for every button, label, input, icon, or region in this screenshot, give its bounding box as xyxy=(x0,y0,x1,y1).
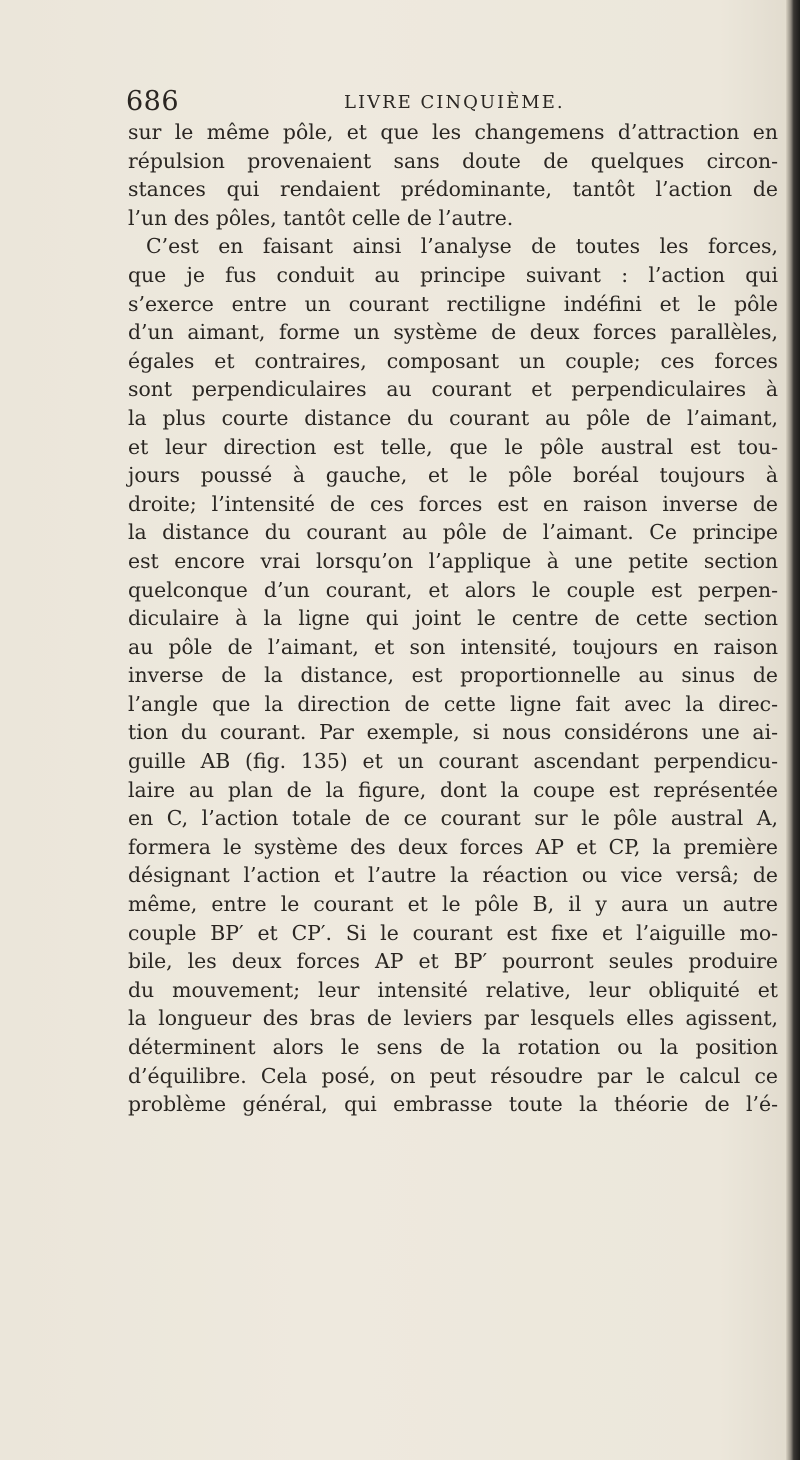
text-line: droite; l’intensité de ces forces est en raison inverse de xyxy=(128,491,778,516)
text-line: que je fus conduit au principe suivant : l’action qui xyxy=(128,262,778,287)
body-text xyxy=(128,118,778,1119)
text-line: en C, l’action totale de ce courant sur le pôle austral A, xyxy=(128,806,778,831)
text-line: du mouvement; leur intensité relative, leur obliquité et xyxy=(128,977,778,1002)
text-line: bile, les deux forces AP et BP′ pourront seules produire xyxy=(128,949,778,974)
text-line: formera le système des deux forces AP et CP, la première xyxy=(128,834,778,859)
text-line: l’angle que la direction de cette ligne fait avec la direc- xyxy=(128,691,778,716)
running-head: LIVRE CINQUIÈME. xyxy=(344,92,565,113)
text-line: s’exerce entre un courant rectiligne indéfini et le pôle xyxy=(128,291,778,316)
text-line: la distance du courant au pôle de l’aimant. Ce principe xyxy=(128,520,778,545)
page-number: 686 xyxy=(126,86,180,117)
text-line: tion du courant. Par exemple, si nous considérons une ai- xyxy=(128,720,778,745)
text-line: et leur direction est telle, que le pôle austral est tou- xyxy=(128,434,778,459)
text-line: sont perpendiculaires au courant et perpendiculaires à xyxy=(128,377,778,402)
text-line: la longueur des bras de leviers par lesquels elles agissent, xyxy=(128,1006,778,1031)
text-line: inverse de la distance, est proportionnelle au sinus de xyxy=(128,663,778,688)
text-line: sur le même pôle, et que les changemens d’attraction en xyxy=(128,120,778,144)
text-line: est encore vrai lorsqu’on l’applique à une petite section xyxy=(128,548,778,573)
page-binding-shadow xyxy=(786,0,800,1460)
text-line: couple BP′ et CP′. Si le courant est fixe et l’aiguille mo- xyxy=(128,920,778,945)
text-line: répulsion provenaient sans doute de quelques circon- xyxy=(128,148,778,173)
text-line: d’un aimant, forme un système de deux forces parallèles, xyxy=(128,320,778,345)
text-line: au pôle de l’aimant, et son intensité, toujours en raison xyxy=(128,634,778,659)
text-line: la plus courte distance du courant au pôle de l’aimant, xyxy=(128,405,778,430)
text-line: laire au plan de la figure, dont la coupe est représentée xyxy=(128,777,778,802)
text-line: d’équilibre. Cela posé, on peut résoudre par le calcul ce xyxy=(128,1063,778,1088)
text-line: C’est en faisant ainsi l’analyse de toutes les forces, xyxy=(146,234,778,259)
text-line: problème général, qui embrasse toute la théorie de l’é- xyxy=(128,1092,778,1117)
text-line: déterminent alors le sens de la rotation ou la position xyxy=(128,1035,778,1059)
text-line: diculaire à la ligne qui joint le centre de cette section xyxy=(128,606,778,631)
text-line: désignant l’action et l’autre la réaction ou vice versâ; de xyxy=(128,863,778,888)
text-line: stances qui rendaient prédominante, tantôt l’action de xyxy=(128,177,778,202)
text-line: guille AB (fig. 135) et un courant ascendant perpendicu- xyxy=(128,749,778,774)
text-line: quelconque d’un courant, et alors le couple est perpen- xyxy=(128,577,778,602)
text-line: même, entre le courant et le pôle B, il y aura un autre xyxy=(128,892,778,917)
text-line: égales et contraires, composant un couple; ces forces xyxy=(128,348,778,373)
text-line: l’un des pôles, tantôt celle de l’autre. xyxy=(128,205,514,230)
text-line: jours poussé à gauche, et le pôle boréal toujours à xyxy=(128,463,778,488)
